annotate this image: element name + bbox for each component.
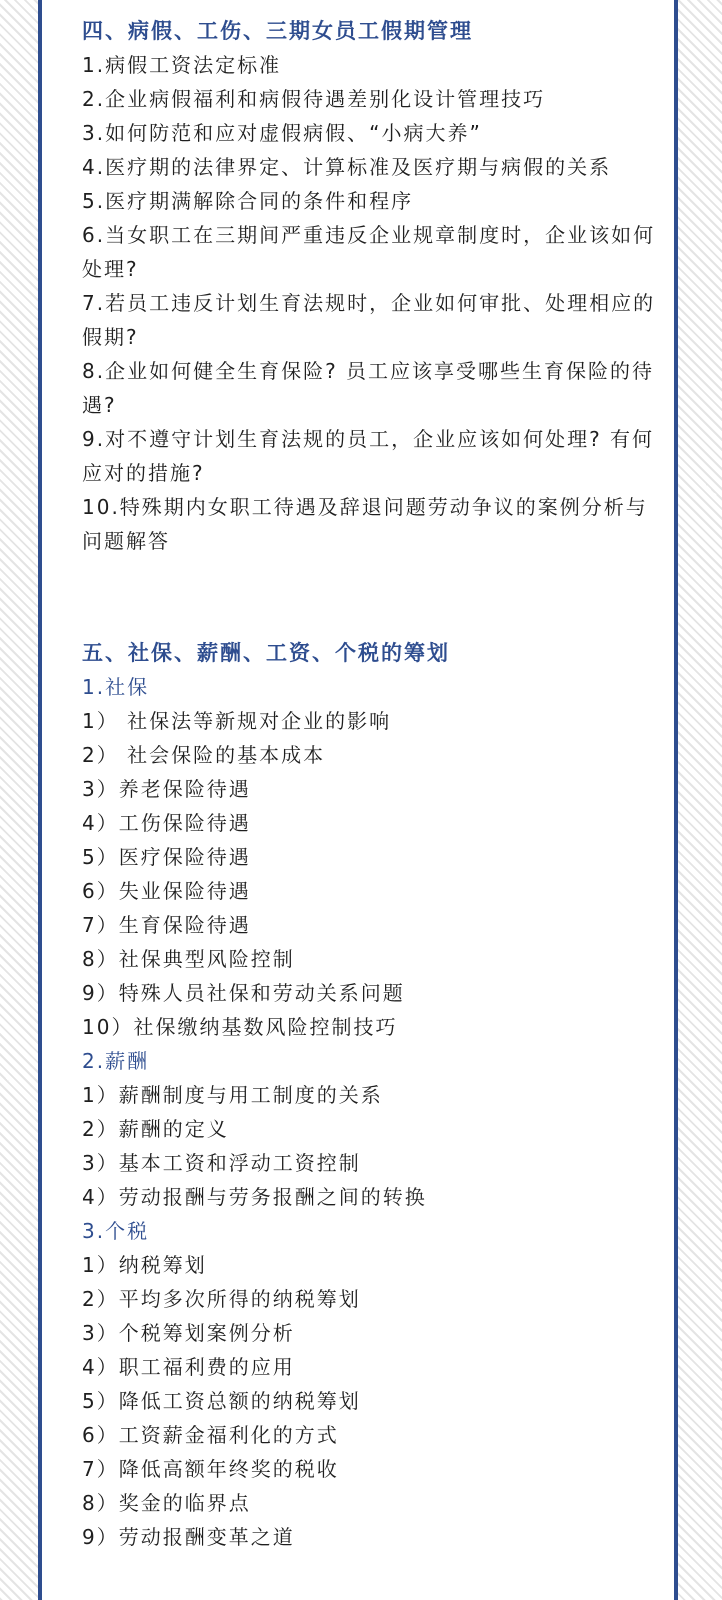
list-item: 6）失业保险待遇 — [82, 879, 251, 903]
list-item: 1） 社保法等新规对企业的影响 — [82, 709, 392, 733]
list-item: 5.医疗期满解除合同的条件和程序 — [82, 189, 414, 213]
list-item: 8）奖金的临界点 — [82, 1491, 251, 1515]
list-item: 6）工资薪金福利化的方式 — [82, 1423, 339, 1447]
list-item: 4）劳动报酬与劳务报酬之间的转换 — [82, 1185, 427, 1209]
list-item: 8）社保典型风险控制 — [82, 947, 295, 971]
list-item: 3）养老保险待遇 — [82, 777, 251, 801]
list-item: 3.如何防范和应对虚假病假、“小病大养” — [82, 121, 482, 145]
list-item: 9）劳动报酬变革之道 — [82, 1525, 295, 1549]
list-item: 7.若员工违反计划生育法规时，企业如何审批、处理相应的假期? — [82, 291, 656, 349]
list-item: 5）医疗保险待遇 — [82, 845, 251, 869]
list-item: 9.对不遵守计划生育法规的员工，企业应该如何处理? 有何应对的措施? — [82, 427, 655, 485]
list-item: 9）特殊人员社保和劳动关系问题 — [82, 981, 405, 1005]
list-item: 5）降低工资总额的纳税筹划 — [82, 1389, 361, 1413]
content-card — [38, 0, 678, 1600]
list-item: 2） 社会保险的基本成本 — [82, 743, 326, 767]
list-item: 4.医疗期的法律界定、计算标准及医疗期与病假的关系 — [82, 155, 612, 179]
list-item: 7）降低高额年终奖的税收 — [82, 1457, 339, 1481]
list-item: 8.企业如何健全生育保险? 员工应该享受哪些生育保险的待遇? — [82, 359, 655, 417]
list-item: 7）生育保险待遇 — [82, 913, 251, 937]
list-item: 10）社保缴纳基数风险控制技巧 — [82, 1015, 398, 1039]
list-item: 4）职工福利费的应用 — [82, 1355, 295, 1379]
section-five — [82, 636, 662, 1554]
list-item: 3）个税筹划案例分析 — [82, 1321, 295, 1345]
list-item: 2.企业病假福利和病假待遇差别化设计管理技巧 — [82, 87, 546, 111]
list-item: 4）工伤保险待遇 — [82, 811, 251, 835]
subheading-salary: 2.薪酬 — [82, 1049, 150, 1073]
subheading-social-insurance: 1.社保 — [82, 675, 150, 699]
list-item: 1）薪酬制度与用工制度的关系 — [82, 1083, 383, 1107]
list-item: 1.病假工资法定标准 — [82, 53, 282, 77]
list-item: 10.特殊期内女职工待遇及辞退问题劳动争议的案例分析与问题解答 — [82, 495, 648, 553]
subheading-income-tax: 3.个税 — [82, 1219, 150, 1243]
list-item: 1）纳税筹划 — [82, 1253, 207, 1277]
list-item: 2）平均多次所得的纳税筹划 — [82, 1287, 361, 1311]
section-five-title: 五、社保、薪酬、工资、个税的筹划 — [82, 641, 450, 665]
list-item: 6.当女职工在三期间严重违反企业规章制度时，企业该如何处理? — [82, 223, 656, 281]
list-item: 2）薪酬的定义 — [82, 1117, 229, 1141]
section-four — [82, 14, 662, 558]
section-four-title: 四、病假、工伤、三期女员工假期管理 — [82, 19, 473, 43]
list-item: 3）基本工资和浮动工资控制 — [82, 1151, 361, 1175]
